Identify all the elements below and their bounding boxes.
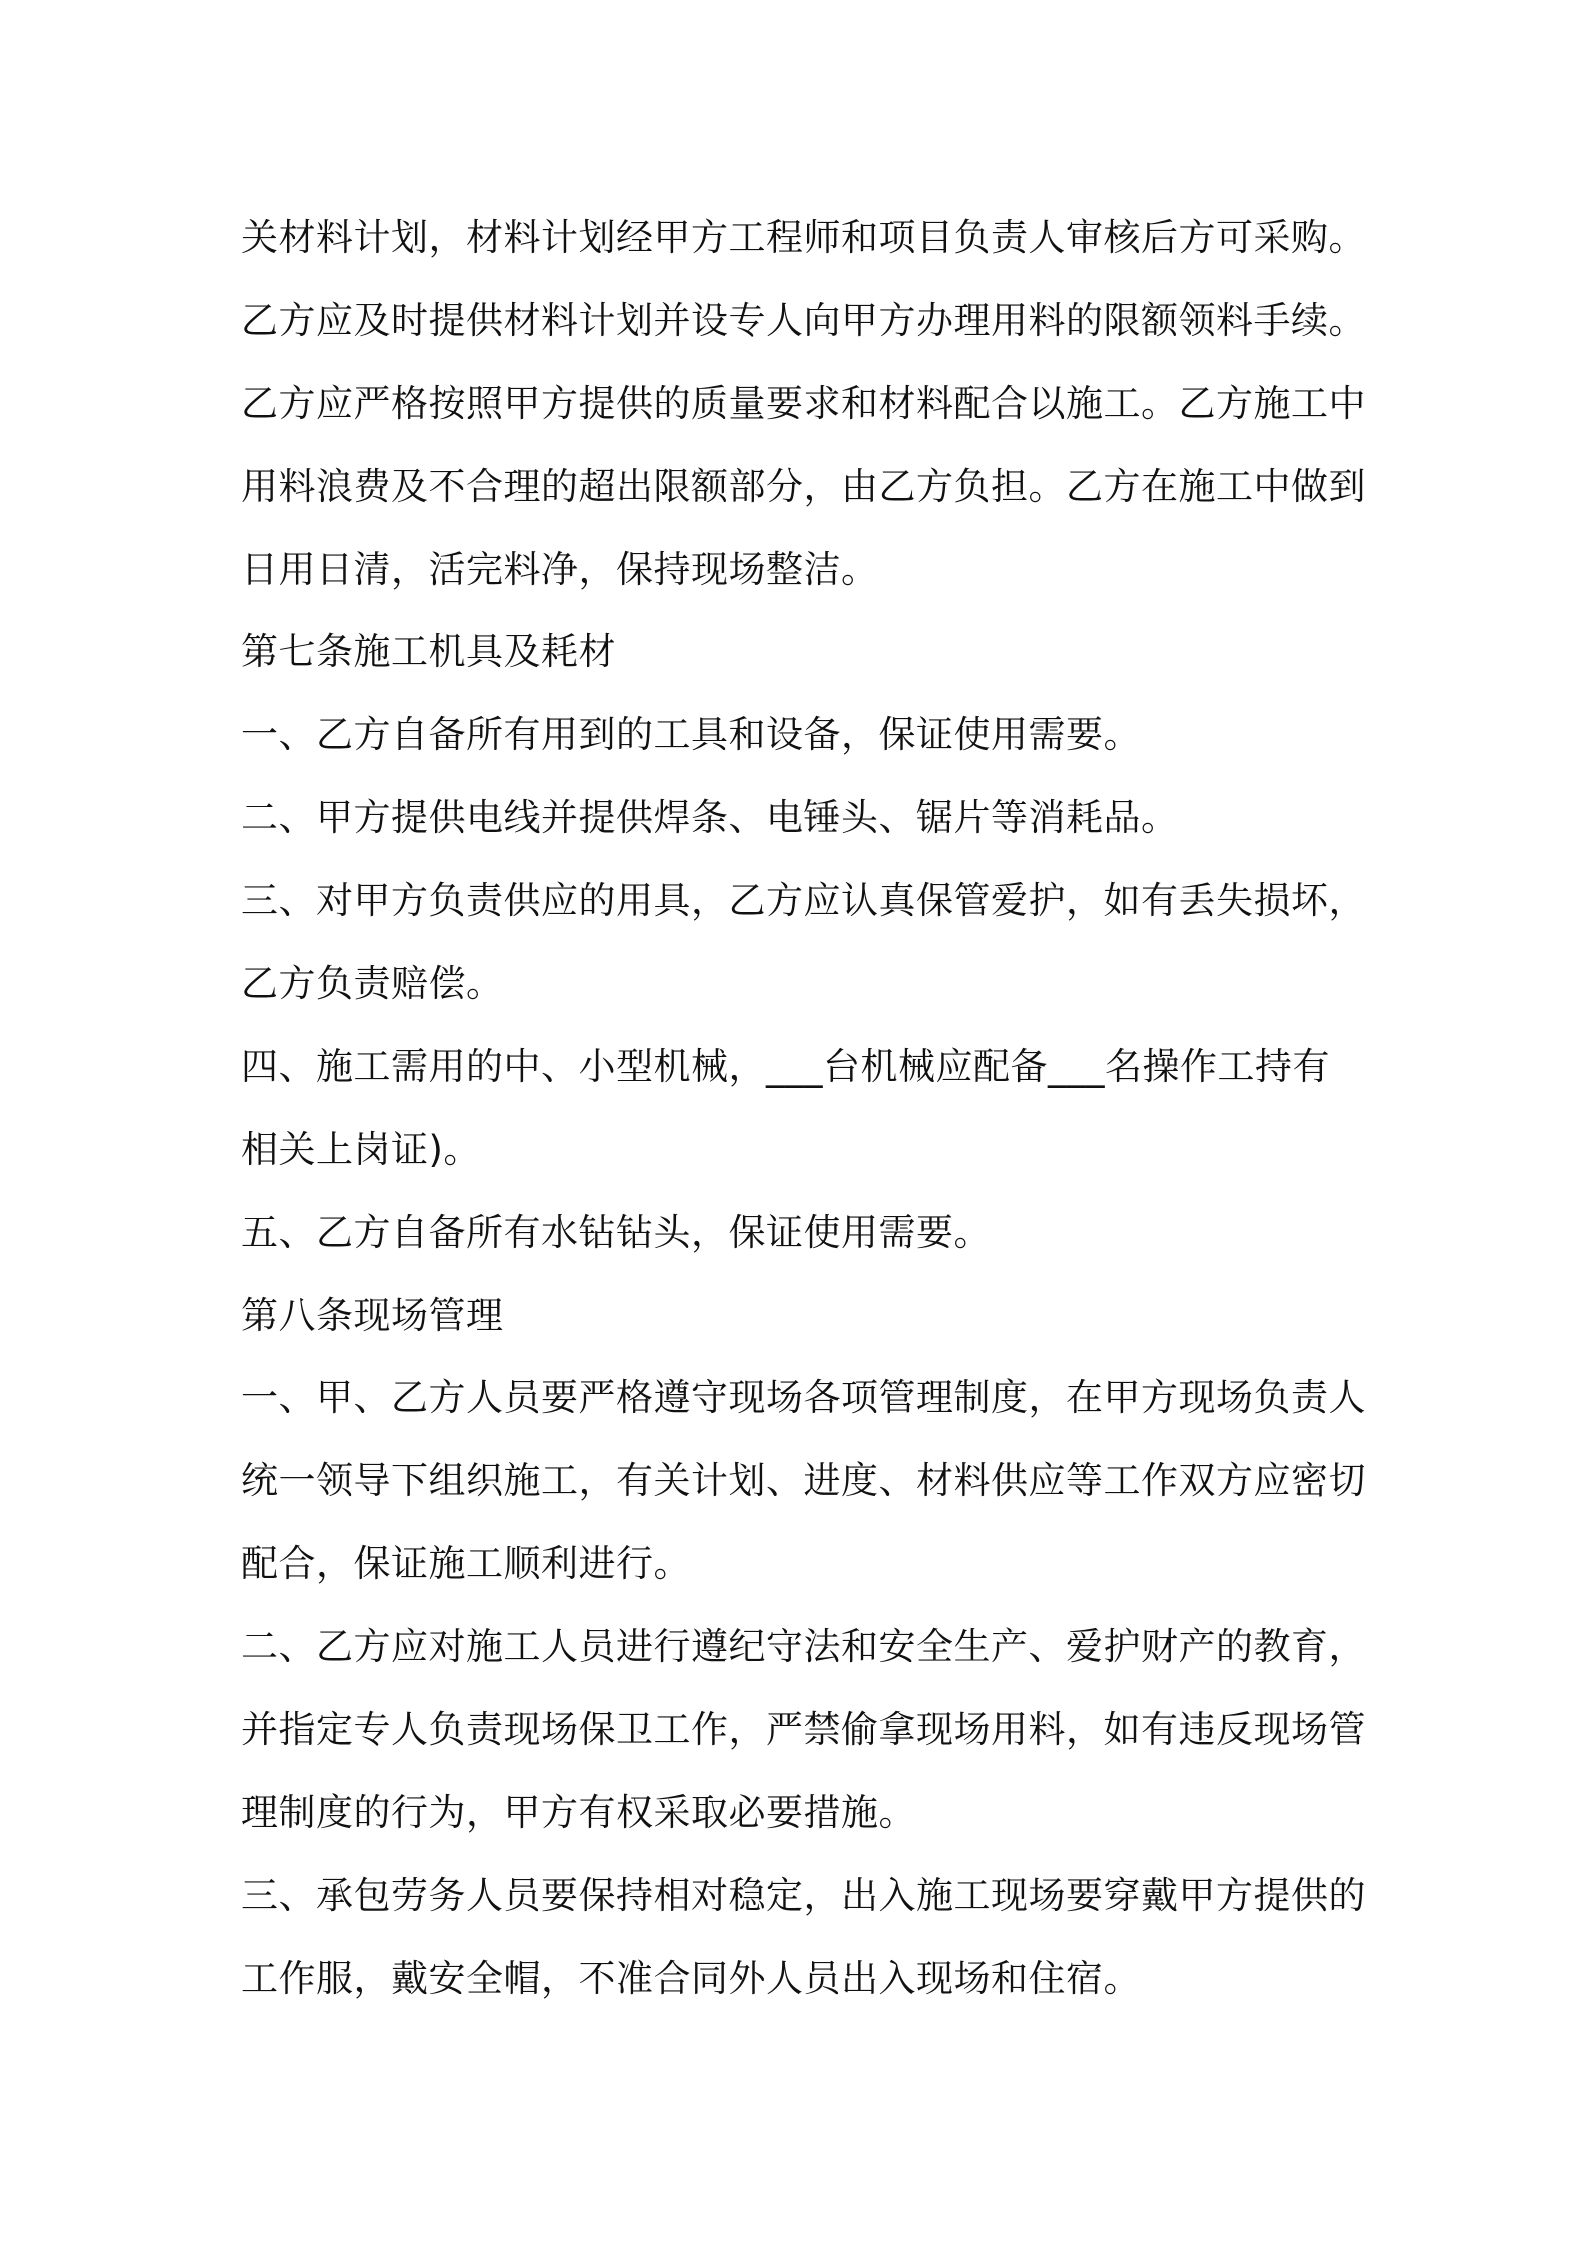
text-line: 四、施工需用的中、小型机械，___台机械应配备___名操作工持有 [241,1044,1330,1088]
text-line: 三、承包劳务人员要保持相对稳定，出入施工现场要穿戴甲方提供的 [241,1873,1366,1917]
text-line: 一、乙方自备所有用到的工具和设备，保证使用需要。 [241,713,1141,757]
clause-7-5 [241,1192,1361,1275]
text-line: 统一领导下组织施工，有关计划、进度、材料供应等工作双方应密切 [241,1459,1366,1503]
heading-text: 第七条施工机具及耗材 [241,630,616,674]
paragraph-material-plan [241,197,1366,611]
section-heading-article-8 [241,1275,1361,1358]
text-line: 工作服，戴安全帽，不准合同外人员出入现场和住宿。 [241,1956,1141,2000]
text-line: 并指定专人负责现场保卫工作，严禁偷拿现场用料，如有违反现场管 [241,1708,1366,1752]
text-line: 乙方应及时提供材料计划并设专人向甲方办理用料的限额领料手续。 [241,298,1366,342]
heading-text: 第八条现场管理 [241,1293,504,1337]
clause-7-3 [241,860,1366,1026]
text-line: 配合，保证施工顺利进行。 [241,1542,691,1586]
document-body [241,197,1366,2021]
clause-8-3 [241,1855,1366,2021]
text-line: 二、甲方提供电线并提供焊条、电锤头、锯片等消耗品。 [241,796,1179,840]
clause-8-2 [241,1606,1366,1855]
text-line: 五、乙方自备所有水钻钻头，保证使用需要。 [241,1210,991,1254]
text-line: 用料浪费及不合理的超出限额部分，由乙方负担。乙方在施工中做到 [241,464,1366,508]
clause-8-1 [241,1357,1366,1606]
clause-7-4 [241,1026,1361,1192]
text-line: 三、对甲方负责供应的用具，乙方应认真保管爱护，如有丢失损坏， [241,879,1366,923]
clause-7-2 [241,777,1361,860]
text-line: 日用日清，活完料净，保持现场整洁。 [241,547,879,591]
text-line: 一、甲、乙方人员要严格遵守现场各项管理制度，在甲方现场负责人 [241,1376,1366,1420]
text-line: 乙方应严格按照甲方提供的质量要求和材料配合以施工。乙方施工中 [241,381,1366,425]
text-line: 相关上岗证)。 [241,1127,481,1171]
text-line: 关材料计划，材料计划经甲方工程师和项目负责人审核后方可采购。 [241,216,1366,259]
text-line: 乙方负责赔偿。 [241,962,504,1006]
text-line: 二、乙方应对施工人员进行遵纪守法和安全生产、爱护财产的教育， [241,1625,1366,1669]
section-heading-article-7 [241,611,1361,694]
clause-7-1 [241,694,1361,777]
text-line: 理制度的行为，甲方有权采取必要措施。 [241,1790,916,1834]
